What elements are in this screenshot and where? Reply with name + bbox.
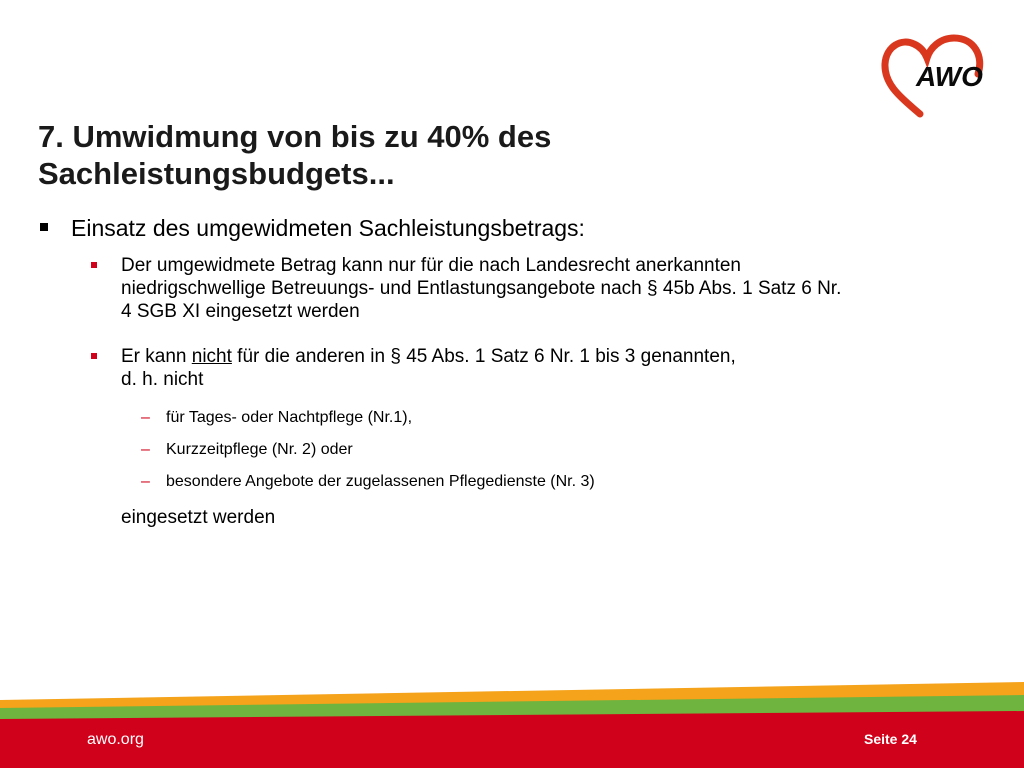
list-item-text: Kurzzeitpflege (Nr. 2) oder (166, 441, 353, 458)
list-item-text: für Tages- oder Nachtpflege (Nr.1), (166, 409, 413, 426)
sub-bullet-1-line1: Der umgewidmete Betrag kann nur für die nach Landesrecht anerkannten (121, 255, 741, 276)
closing-text: eingesetzt werden (121, 507, 276, 528)
sub-bullet-1-line2: niedrigschwellige Betreuungs- und Entlastungsangebote nach § 45b Abs. 1 Satz 6 Nr. (121, 278, 842, 299)
sub-bullet-2-line1 (121, 345, 991, 368)
red-square-bullet-icon (91, 353, 97, 359)
square-bullet-icon (40, 223, 48, 231)
list-item-text: besondere Angebote der zugelassenen Pflegedienste (Nr. 3) (166, 473, 595, 490)
dash-bullet-icon: – (141, 473, 150, 490)
red-square-bullet-icon (91, 262, 97, 268)
sub-bullet-1-line3: 4 SGB XI eingesetzt werden (121, 301, 360, 322)
footer-band (0, 675, 1024, 768)
footer-website-link[interactable]: awo.org (87, 731, 144, 748)
awo-logo (878, 34, 988, 118)
slide-title (38, 118, 858, 192)
slide-title-line1: 7. Umwidmung von bis zu 40% des (38, 119, 552, 154)
page-number: Seite 24 (864, 731, 917, 747)
sub-bullet-2-emphasis: nicht (191, 346, 232, 367)
sub-bullet-2-prefix: Er kann (121, 346, 192, 367)
slide-title-line2: Sachleistungsbudgets... (38, 156, 395, 191)
sub-bullet-2-suffix: für die anderen in § 45 Abs. 1 Satz 6 Nr. 1 bis 3 genannten, (231, 346, 736, 367)
dash-bullet-icon: – (141, 441, 150, 458)
logo-text: AWO (916, 61, 983, 92)
dash-bullet-icon: – (141, 409, 150, 426)
sub-bullet-2-line2: d. h. nicht (121, 369, 204, 390)
main-bullet-text: Einsatz des umgewidmeten Sachleistungsbetrags: (71, 215, 585, 241)
